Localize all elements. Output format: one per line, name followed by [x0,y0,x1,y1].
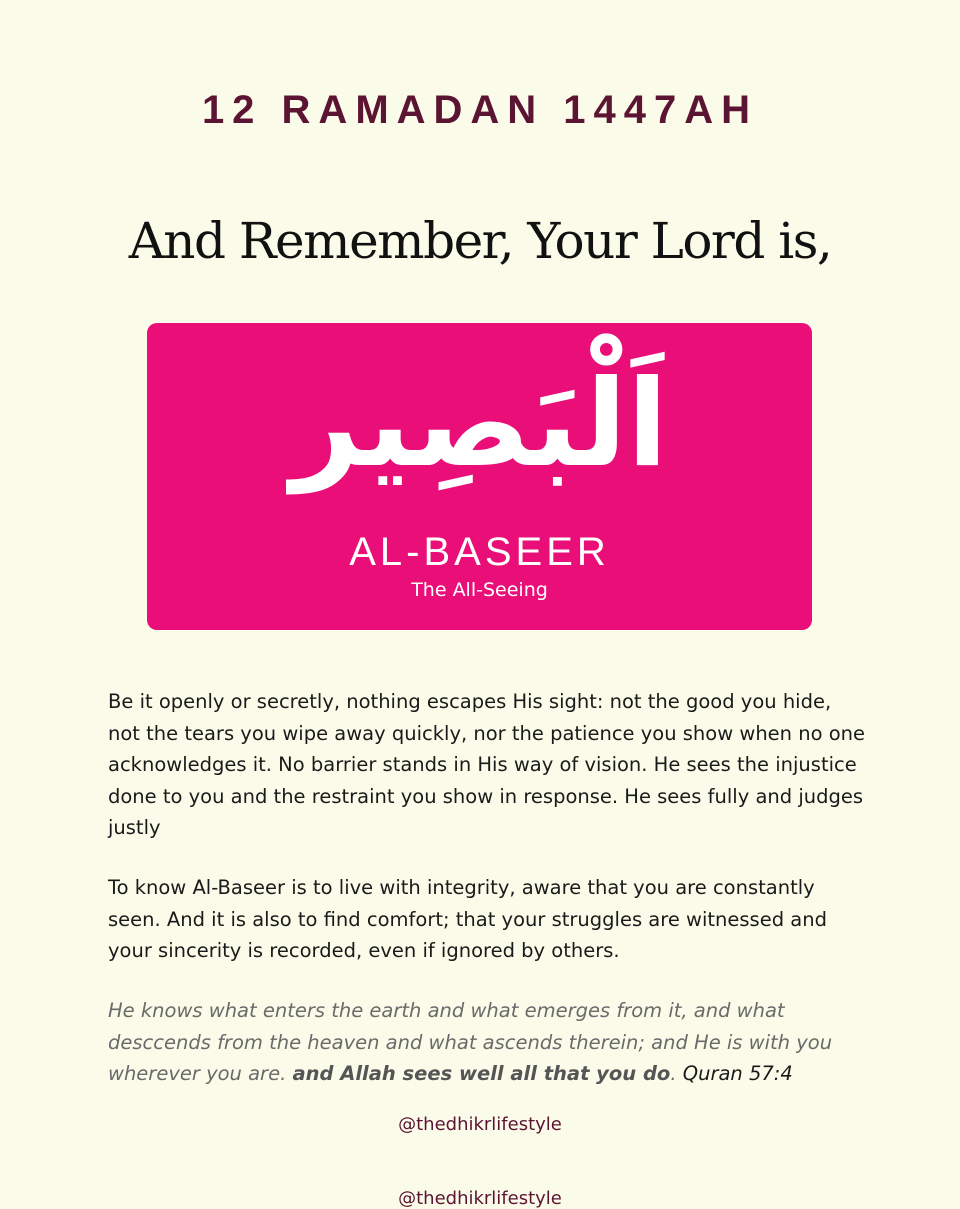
quote-separator: . [670,1062,677,1085]
quote-emphasis: and Allah sees well all that you do [292,1062,671,1085]
social-handle-repeat[interactable]: @thedhikrlifestyle [398,1188,562,1209]
name-transliteration: AL-BASEER [349,530,610,574]
quote-reference: Quran 57:4 [682,1062,793,1085]
name-card [147,323,812,630]
arabic-calligraphy: اَلْبَصِير [290,355,669,494]
social-handle[interactable]: @thedhikrlifestyle [398,1114,562,1135]
date-heading: 12 RAMADAN 1447AH [201,88,759,132]
quran-quote [108,995,868,1090]
quote-text: He knows what enters the earth and what emerges from it, and what desccends from the heaven and what ascends therein; and He is with you wherever you are. [108,999,833,1085]
headline: And Remember, Your Lord is, [128,212,832,270]
name-meaning: The All-Seeing [411,579,548,601]
paragraph-1: Be it openly or secretly, nothing escapes His sight: not the good you hide, not the tears you wipe away quickly, nor the patience you show when no one acknowledges it. No barrier stands in His way of vision. He sees the injustice done to you and the restraint you show in response. He sees fully and judges justly [108,690,866,839]
paragraph-2: To know Al-Baseer is to live with integrity, aware that you are constantly seen. And it is also to find comfort; that your struggles are witnessed and your sincerity is recorded, even if ignored by others. [108,876,827,962]
